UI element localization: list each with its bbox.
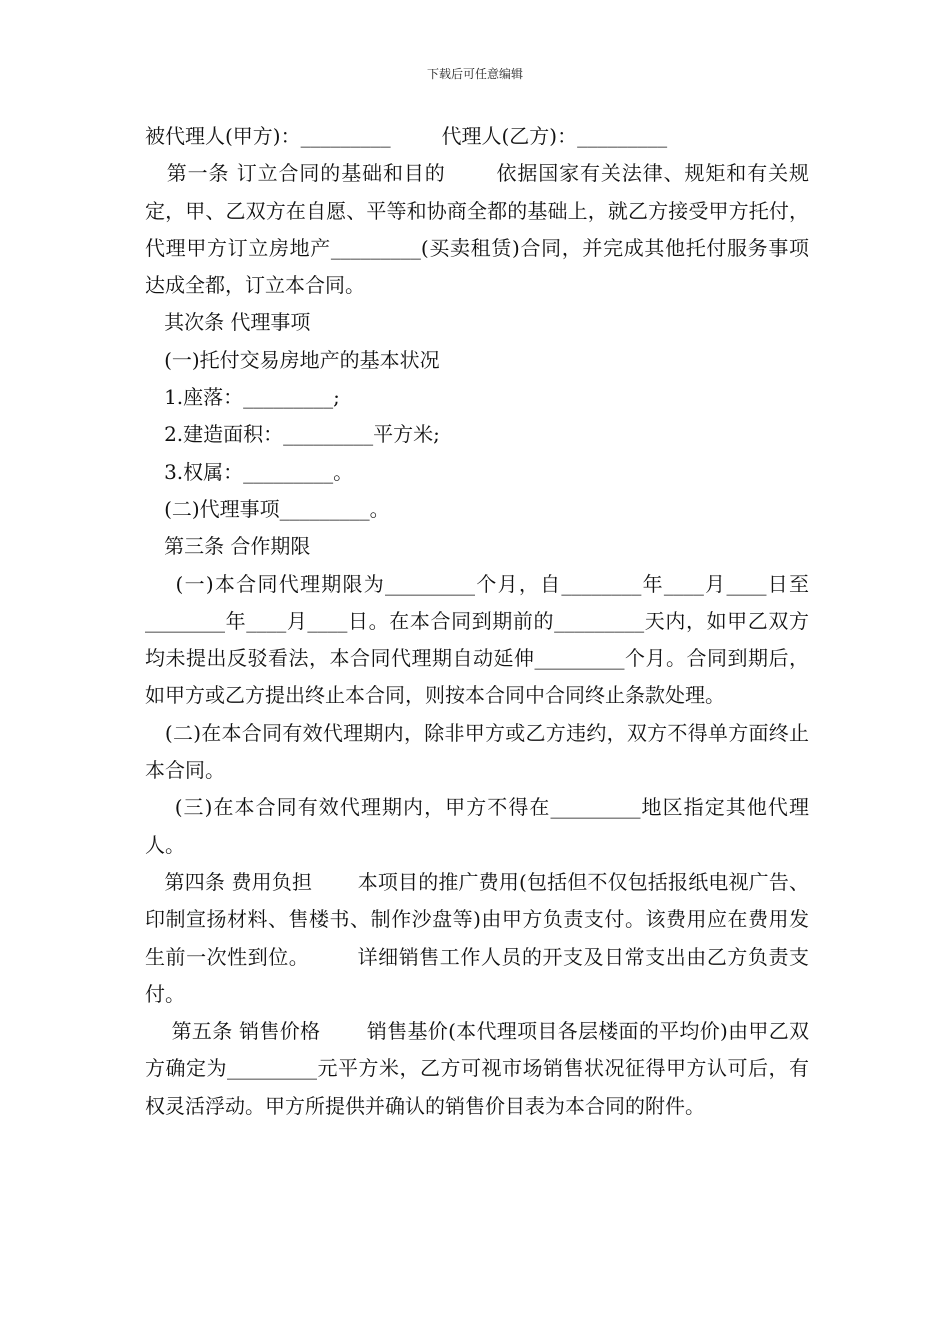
article-2-area: 2.建造面积：_________平方米;	[145, 422, 440, 447]
article-3-title: 第三条 合作期限	[145, 534, 311, 559]
article-2-item-2: (二)代理事项_________。	[145, 496, 390, 521]
article-1-basis: 第一条 订立合同的基础和目的 依据国家有关法律、规矩和有关规定，甲、乙双方在自愿、平等和协商全都的基础上，就乙方接受甲方托付，代理甲方订立房地产_________(买卖租赁)合同，并完成其他托付服务事项达成全都，订立本合同。	[145, 161, 809, 298]
article-2-ownership: 3.权属：_________。	[145, 459, 354, 484]
page-header: 下载后可任意编辑	[426, 67, 523, 81]
article-2-title: 其次条 代理事项	[145, 310, 311, 335]
article-2-location: 1.座落：_________;	[145, 385, 340, 410]
article-4-costs: 第四条 费用负担 本项目的推广费用(包括但不仅包括报纸电视广告、印制宣扬材料、售楼书、制作沙盘等)由甲方负责支付。该费用应在费用发生前一次性到位。 详细销售工作人员的开支及日常支出由乙方负责支付。	[145, 869, 809, 1006]
article-3-term: (一)本合同代理期限为_________个月，自________年____月____日至________年____月____日。在本合同到期前的_________天内，如甲乙双方均未提出反驳看法，本合同代理期自动延伸_________个月。合同到期后，如甲方或乙方提出终止本合同，则按本合同中合同终止条款处理。	[145, 571, 809, 708]
article-3-no-termination: (二)在本合同有效代理期内，除非甲方或乙方违约，双方不得单方面终止本合同。	[145, 720, 809, 783]
parties-line: 被代理人(甲方)：_________ 代理人(乙方)：_________	[145, 124, 668, 148]
article-5-price: 第五条 销售价格 销售基价(本代理项目各层楼面的平均价)由甲乙双方确定为_________元平方米，乙方可视市场销售状况征得甲方认可后，有权灵活浮动。甲方所提供并确认的销售价目表为本合同的附件。	[145, 1019, 810, 1118]
contract-body	[145, 118, 809, 1125]
article-2-item-1: (一)托付交易房地产的基本状况	[145, 347, 440, 372]
article-3-exclusive-agent: (三)在本合同有效代理期内，甲方不得在_________地区指定其他代理人。	[145, 795, 809, 857]
